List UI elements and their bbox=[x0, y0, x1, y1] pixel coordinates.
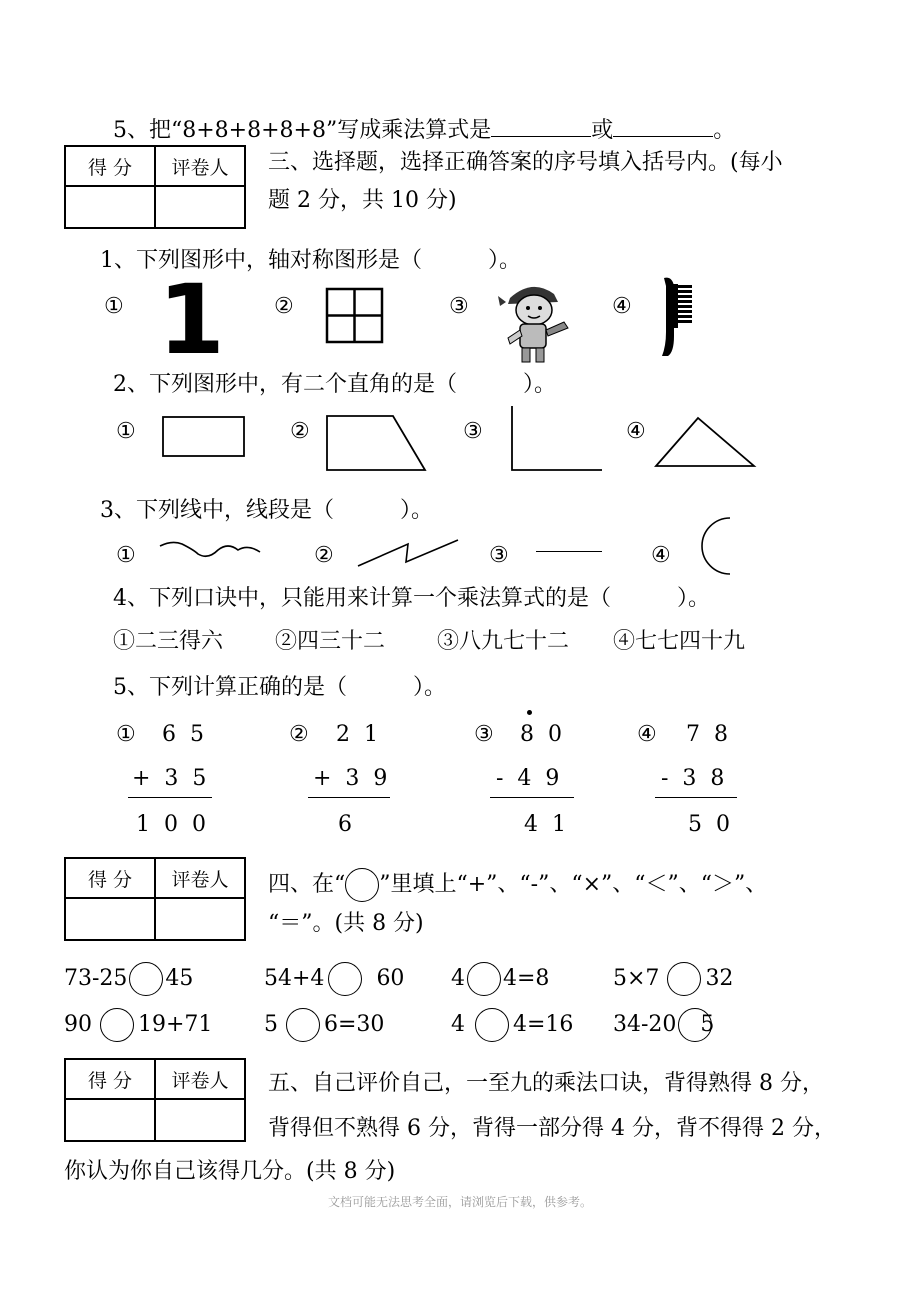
fill-question-5-end: 。 bbox=[713, 118, 736, 143]
comb-icon bbox=[660, 276, 696, 358]
calc4-operand: -38 bbox=[661, 766, 739, 791]
section5-line2: 背得但不熟得 6 分，背得一部分得 4 分，背不得得 2 分， bbox=[268, 1116, 836, 1141]
compare-right: 4=8 bbox=[503, 966, 550, 991]
calc1-top: 65 bbox=[162, 722, 218, 747]
q3-option4-marker: ④ bbox=[651, 543, 671, 568]
answer-circle[interactable] bbox=[328, 962, 362, 996]
question-1: 1、下列图形中，轴对称图形是（ ）。 bbox=[100, 248, 521, 273]
answer-circle[interactable] bbox=[475, 1008, 509, 1042]
q2-option3-marker: ③ bbox=[463, 419, 483, 444]
q4-option-4: ④七七四十九 bbox=[613, 629, 746, 654]
q4-option-1: ①二三得六 bbox=[113, 629, 224, 654]
compare-left: 90 bbox=[64, 1012, 92, 1037]
right-angle-lines bbox=[510, 406, 604, 472]
grader-cell[interactable] bbox=[155, 186, 245, 228]
grader-header: 评卷人 bbox=[155, 146, 245, 186]
score-cell[interactable] bbox=[65, 1099, 155, 1141]
calc4-top: 78 bbox=[686, 722, 742, 747]
calc3-operand: -49 bbox=[496, 766, 574, 791]
section3-heading-line2: 题 2 分，共 10 分) bbox=[268, 188, 457, 213]
q4-option-2: ②四三十二 bbox=[275, 629, 386, 654]
compare-right: 45 bbox=[165, 966, 194, 991]
section4-heading-part2: ”里填上“+”、“-”、“×”、“＜”、“＞”、 bbox=[379, 872, 768, 897]
compare-right: 60 bbox=[376, 966, 405, 991]
q5-option1-marker: ① bbox=[116, 722, 136, 747]
question-4: 4、下列口诀中，只能用来计算一个乘法算式的是（ ）。 bbox=[113, 586, 710, 611]
answer-blank-1[interactable] bbox=[491, 116, 591, 137]
answer-circle[interactable] bbox=[467, 962, 501, 996]
section5-line1: 五、自己评价自己，一至九的乘法口诀，背得熟得 8 分， bbox=[268, 1071, 824, 1096]
q1-option1-marker: ① bbox=[104, 294, 124, 319]
compare-item-7 bbox=[451, 1008, 573, 1042]
rectangle-shape bbox=[162, 416, 246, 458]
compare-left: 73-25 bbox=[64, 966, 128, 991]
score-header: 得 分 bbox=[65, 146, 155, 186]
fill-question-5 bbox=[113, 116, 735, 142]
compare-left: 5 bbox=[264, 1012, 278, 1037]
compare-item-5 bbox=[64, 1008, 212, 1042]
grader-cell[interactable] bbox=[155, 898, 245, 940]
pirate-boy-icon bbox=[496, 276, 572, 366]
q5-option3-marker: ③ bbox=[474, 722, 494, 747]
grader-header: 评卷人 bbox=[155, 858, 245, 898]
footer-note: 文档可能无法思考全面，请浏览后下载，供参考。 bbox=[327, 1195, 592, 1209]
question-5: 5、下列计算正确的是（ ）。 bbox=[113, 675, 446, 700]
score-header: 得 分 bbox=[65, 858, 155, 898]
curved-line-shape bbox=[158, 538, 262, 564]
calc4-result: 50 bbox=[688, 812, 744, 837]
calc1-rule bbox=[128, 797, 212, 798]
score-cell[interactable] bbox=[65, 898, 155, 940]
q1-option4-marker: ④ bbox=[612, 294, 632, 319]
compare-item-8 bbox=[613, 1008, 714, 1042]
score-cell[interactable] bbox=[65, 186, 155, 228]
circle-icon bbox=[345, 868, 379, 902]
q1-option3-marker: ③ bbox=[449, 294, 469, 319]
grader-cell[interactable] bbox=[155, 1099, 245, 1141]
triangle-shape bbox=[654, 416, 756, 468]
score-table-section5 bbox=[64, 1058, 246, 1142]
right-trapezoid-shape bbox=[325, 414, 427, 472]
calc2-result: 6 bbox=[338, 812, 366, 837]
calc2-operand: +39 bbox=[313, 766, 402, 791]
compare-left: 4 bbox=[451, 966, 465, 991]
q5-option4-marker: ④ bbox=[637, 722, 657, 747]
answer-circle[interactable] bbox=[286, 1008, 320, 1042]
q2-option4-marker: ④ bbox=[626, 419, 646, 444]
section4-heading-part1: 四、在“ bbox=[268, 872, 346, 897]
grader-header: 评卷人 bbox=[155, 1059, 245, 1099]
compare-right: 4=16 bbox=[513, 1012, 574, 1037]
answer-circle[interactable] bbox=[100, 1008, 134, 1042]
window-grid-icon bbox=[326, 288, 384, 344]
calc3-result: 41 bbox=[524, 812, 580, 837]
compare-right: 32 bbox=[705, 966, 734, 991]
q2-option1-marker: ① bbox=[116, 419, 136, 444]
section3-heading-line1: 三、选择题，选择正确答案的序号填入括号内。(每小 bbox=[268, 150, 783, 175]
compare-item-1 bbox=[64, 962, 193, 996]
digit-one-figure: 1 bbox=[158, 264, 225, 376]
compare-left: 34-20 bbox=[613, 1012, 677, 1037]
fill-question-5-or: 或 bbox=[591, 118, 614, 143]
calc2-rule bbox=[308, 797, 390, 798]
line-segment-shape bbox=[536, 551, 602, 552]
compare-left: 4 bbox=[451, 1012, 465, 1037]
calc1-result: 100 bbox=[136, 812, 220, 837]
score-table-section4 bbox=[64, 857, 246, 941]
score-table-section3 bbox=[64, 145, 246, 229]
calc2-top: 21 bbox=[336, 722, 392, 747]
compare-item-2 bbox=[264, 962, 404, 996]
q2-option2-marker: ② bbox=[290, 419, 310, 444]
compare-right: 5 bbox=[700, 1012, 715, 1037]
score-header: 得 分 bbox=[65, 1059, 155, 1099]
q3-option3-marker: ③ bbox=[489, 543, 509, 568]
q1-option2-marker: ② bbox=[274, 294, 294, 319]
compare-left: 5×7 bbox=[613, 966, 660, 991]
arc-shape bbox=[700, 516, 734, 578]
question-3: 3、下列线中，线段是（ ）。 bbox=[100, 498, 433, 523]
section4-heading-line1 bbox=[268, 868, 767, 902]
q3-option2-marker: ② bbox=[314, 543, 334, 568]
zigzag-line-shape bbox=[356, 538, 460, 568]
calc1-operand: +35 bbox=[132, 766, 221, 791]
question-2: 2、下列图形中，有二个直角的是（ ）。 bbox=[113, 372, 556, 397]
q3-option1-marker: ① bbox=[116, 543, 136, 568]
compare-left: 54+4 bbox=[264, 966, 325, 991]
answer-circle[interactable] bbox=[667, 962, 701, 996]
compare-item-4 bbox=[613, 962, 733, 996]
fill-question-5-text: 5、把“8+8+8+8+8”写成乘法算式是 bbox=[113, 118, 492, 143]
q5-option2-marker: ② bbox=[289, 722, 309, 747]
calc3-rule bbox=[490, 797, 574, 798]
compare-right: 6=30 bbox=[324, 1012, 385, 1037]
compare-item-6 bbox=[264, 1008, 384, 1042]
calc3-top: 80 bbox=[520, 722, 576, 747]
q4-option-3: ③八九七十二 bbox=[437, 629, 570, 654]
borrow-dot bbox=[527, 710, 532, 715]
answer-blank-2[interactable] bbox=[613, 116, 713, 137]
compare-item-3 bbox=[451, 962, 549, 996]
calc4-rule bbox=[655, 797, 737, 798]
section5-line3: 你认为你自己该得几分。(共 8 分) bbox=[64, 1159, 396, 1184]
compare-right: 19+71 bbox=[138, 1012, 213, 1037]
answer-circle[interactable] bbox=[129, 962, 163, 996]
section4-heading-line2: “＝”。(共 8 分) bbox=[268, 911, 424, 936]
